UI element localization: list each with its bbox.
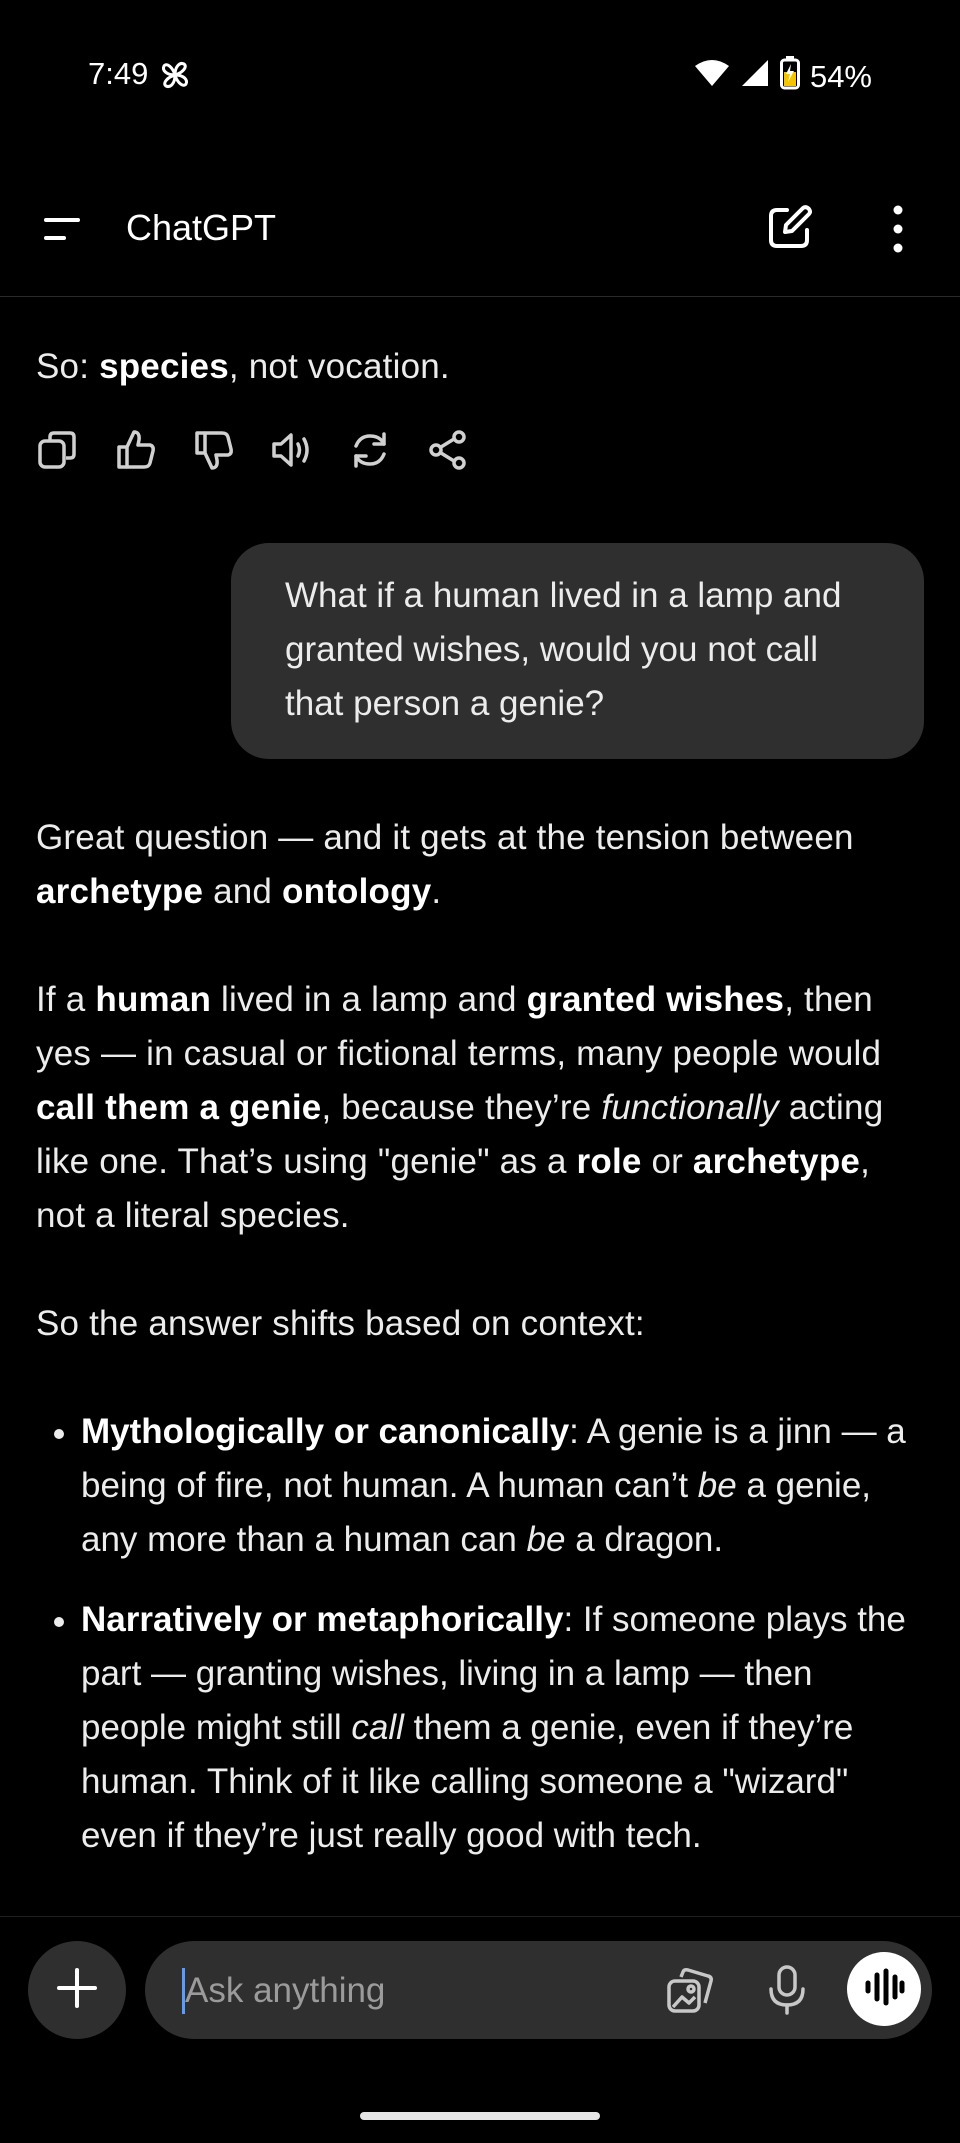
text-cursor <box>182 1968 185 2014</box>
reply-paragraph-1: Great question — and it gets at the tension between archetype and ontology. <box>36 818 854 911</box>
assistant-message-previous <box>36 340 924 394</box>
microphone-icon[interactable] <box>763 1963 811 2017</box>
read-aloud-icon[interactable] <box>270 428 314 472</box>
app-title: ChatGPT <box>126 207 277 248</box>
message-actions <box>36 428 470 472</box>
wifi-icon <box>694 58 730 96</box>
share-icon[interactable] <box>426 428 470 472</box>
image-icon[interactable] <box>665 1965 717 2017</box>
more-options-icon[interactable] <box>876 202 920 256</box>
app-bar <box>0 185 960 297</box>
reply-paragraph-2: If a human lived in a lamp and granted wishes, then yes — in casual or fictional terms, many people would call them a genie, because they’re functionally acting like one. That’s using "genie" as a role or archetype, not a literal species. <box>36 980 884 1235</box>
status-bar <box>0 0 960 150</box>
thumbs-up-icon[interactable] <box>114 428 158 472</box>
add-attachment-button[interactable] <box>28 1941 126 2039</box>
voice-waveform-icon <box>862 1967 906 2012</box>
composer-input-pill <box>145 1941 932 2039</box>
new-chat-icon[interactable] <box>765 202 815 252</box>
composer-bar <box>0 1916 960 2143</box>
home-indicator <box>360 2112 600 2120</box>
reply-bullet-list <box>36 1405 924 1863</box>
plus-icon <box>55 1966 99 2015</box>
thumbs-down-icon[interactable] <box>192 428 236 472</box>
reply-paragraph-3: So the answer shifts based on context: <box>36 1304 645 1343</box>
assistant-message <box>36 811 924 1889</box>
user-message-bubble <box>231 543 924 759</box>
menu-icon[interactable] <box>40 210 88 250</box>
battery-icon <box>780 56 800 98</box>
battery-percent: 54% <box>809 59 872 94</box>
user-message-text: What if a human lived in a lamp and granted wishes, would you not call that person a genie? <box>285 576 842 723</box>
status-time: 7:49 <box>88 56 149 91</box>
copy-icon[interactable] <box>36 428 80 472</box>
voice-mode-button[interactable] <box>847 1952 921 2026</box>
status-icons <box>694 56 872 98</box>
app-bar-divider <box>0 296 960 297</box>
list-item: Narratively or metaphorically: If someone plays the part — granting wishes, living in a lamp — then people might still call them a genie, even if they’re human. Think of it like calling someone a "wizard" even if they’re just really good with tech. <box>36 1593 924 1863</box>
message-text: So: species, not vocation. <box>36 347 450 386</box>
signal-icon <box>740 58 770 96</box>
fan-icon <box>158 58 192 97</box>
ask-anything-input[interactable] <box>183 1965 627 2017</box>
regenerate-icon[interactable] <box>348 428 392 472</box>
list-item: Mythologically or canonically: A genie is a jinn — a being of fire, not human. A human can’t be a genie, any more than a human can be a dragon. <box>36 1405 924 1567</box>
